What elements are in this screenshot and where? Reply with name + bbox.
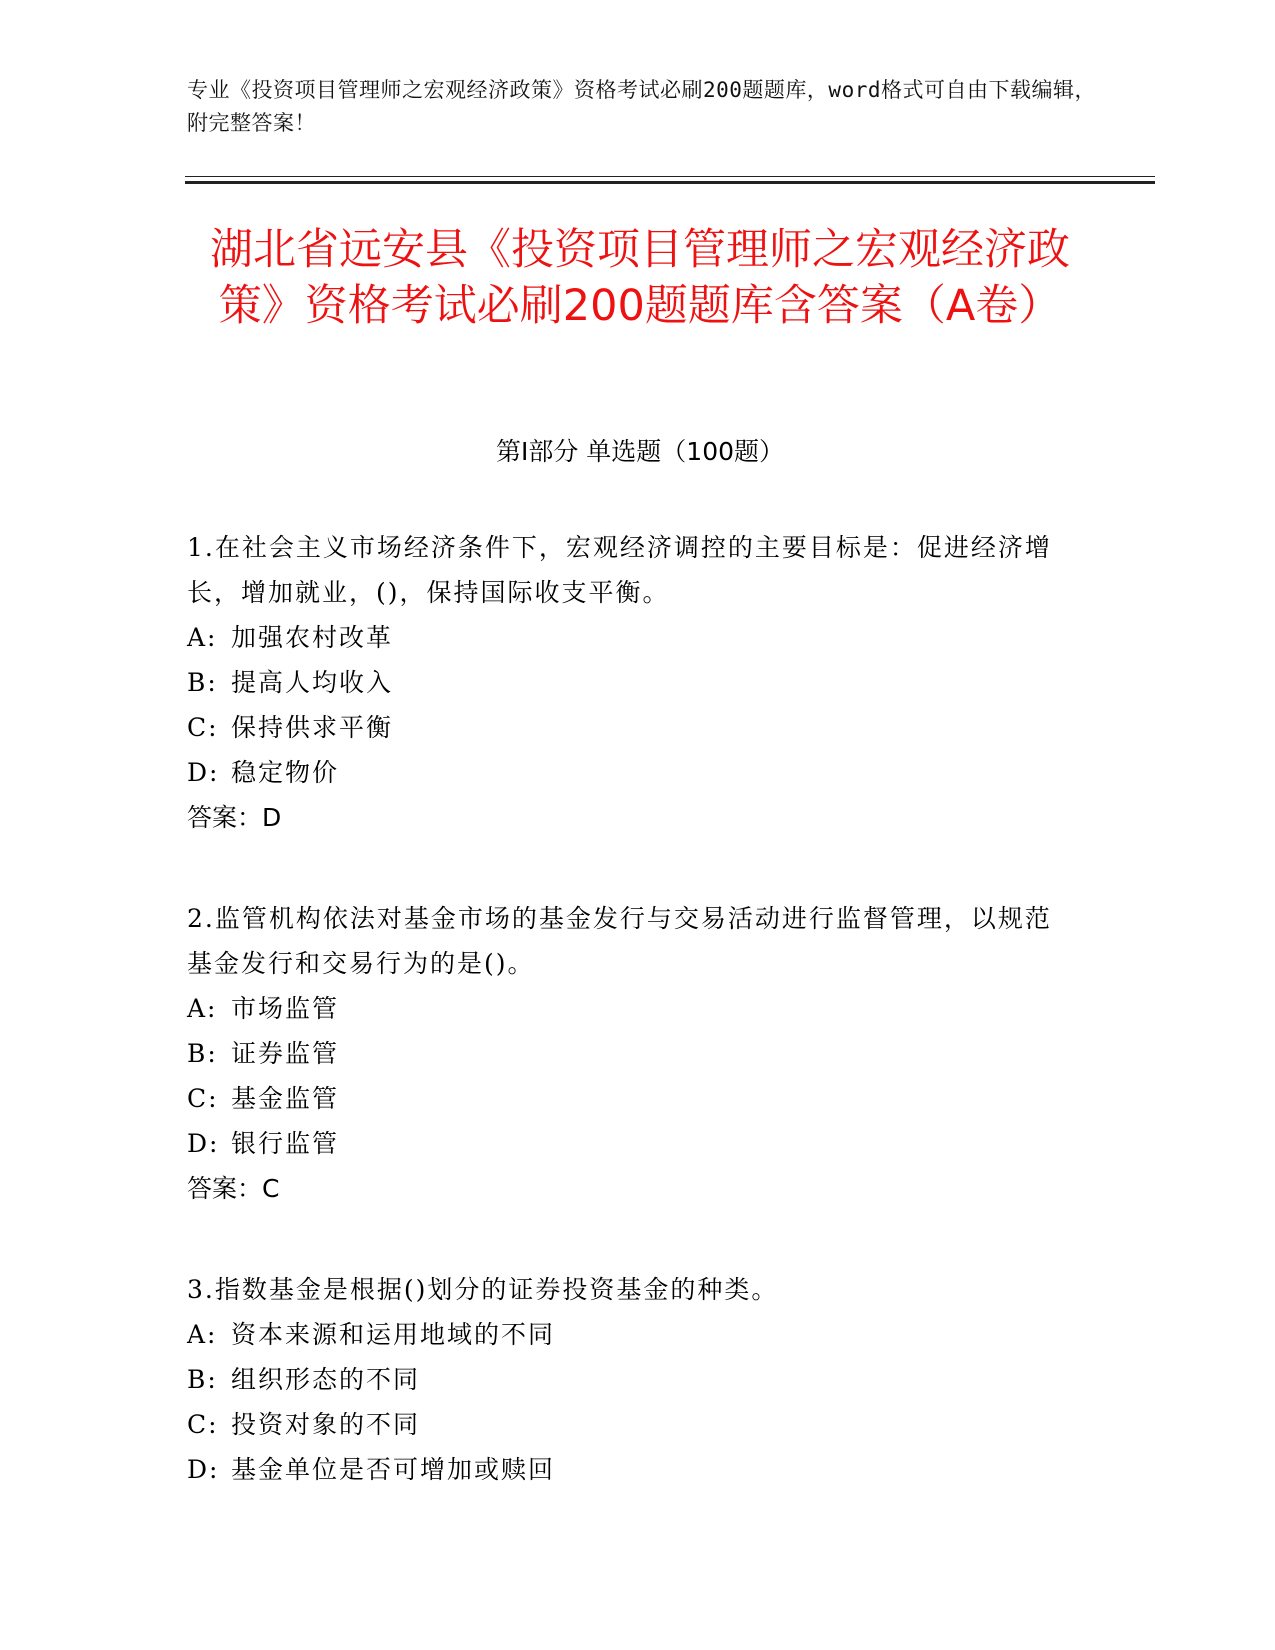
option-a bbox=[187, 615, 1067, 660]
question-1 bbox=[187, 525, 1067, 840]
option-c bbox=[187, 1076, 1067, 1121]
option-text: 基金监管 bbox=[231, 1084, 340, 1113]
option-text: 组织形态的不同 bbox=[231, 1365, 421, 1394]
question-stem: 2.监管机构依法对基金市场的基金发行与交易活动进行监督管理，以规范基金发行和交易行为的是()。 bbox=[187, 904, 1052, 978]
option-text: 稳定物价 bbox=[231, 758, 340, 787]
answer: 答案：D bbox=[187, 803, 282, 832]
answer: 答案：C bbox=[187, 1174, 280, 1203]
option-text: 基金单位是否可增加或赎回 bbox=[231, 1455, 556, 1484]
header-divider-thick bbox=[185, 181, 1155, 184]
option-text: 提高人均收入 bbox=[231, 668, 394, 697]
option-b bbox=[187, 1031, 1067, 1076]
option-key: D: bbox=[187, 1129, 220, 1158]
document-title: 湖北省远安县《投资项目管理师之宏观经济政策》资格考试必刷200题题库含答案（A卷） bbox=[210, 225, 1070, 331]
option-key: D: bbox=[187, 758, 220, 787]
option-c bbox=[187, 1402, 1067, 1447]
option-text: 保持供求平衡 bbox=[231, 713, 394, 742]
section-title: 第Ⅰ部分 单选题（100题） bbox=[495, 437, 785, 466]
option-key: C: bbox=[187, 1410, 219, 1439]
option-a bbox=[187, 986, 1067, 1031]
option-text: 投资对象的不同 bbox=[231, 1410, 421, 1439]
option-text: 加强农村改革 bbox=[231, 623, 394, 652]
option-key: A: bbox=[187, 623, 218, 652]
question-list bbox=[187, 525, 1067, 1548]
header-divider-thin bbox=[185, 176, 1155, 177]
question-stem: 3.指数基金是根据()划分的证券投资基金的种类。 bbox=[187, 1275, 779, 1304]
option-d bbox=[187, 750, 1067, 795]
header-note: 专业《投资项目管理师之宏观经济政策》资格考试必刷200题题库，word格式可自由下载编辑，附完整答案！ bbox=[187, 78, 1096, 135]
option-d bbox=[187, 1447, 1067, 1492]
option-d bbox=[187, 1121, 1067, 1166]
option-b bbox=[187, 660, 1067, 705]
option-text: 资本来源和运用地域的不同 bbox=[231, 1320, 556, 1349]
question-2 bbox=[187, 896, 1067, 1211]
option-c bbox=[187, 705, 1067, 750]
option-key: B: bbox=[187, 1365, 218, 1394]
option-a bbox=[187, 1312, 1067, 1357]
option-key: A: bbox=[187, 994, 218, 1023]
question-stem: 1.在社会主义市场经济条件下，宏观经济调控的主要目标是：促进经济增长，增加就业，()，保持国际收支平衡。 bbox=[187, 533, 1052, 607]
option-key: B: bbox=[187, 668, 218, 697]
option-text: 证券监管 bbox=[231, 1039, 340, 1068]
option-key: D: bbox=[187, 1455, 220, 1484]
option-text: 市场监管 bbox=[231, 994, 340, 1023]
question-3 bbox=[187, 1267, 1067, 1492]
option-key: B: bbox=[187, 1039, 218, 1068]
option-key: C: bbox=[187, 713, 219, 742]
option-b bbox=[187, 1357, 1067, 1402]
option-text: 银行监管 bbox=[231, 1129, 340, 1158]
option-key: A: bbox=[187, 1320, 218, 1349]
option-key: C: bbox=[187, 1084, 219, 1113]
